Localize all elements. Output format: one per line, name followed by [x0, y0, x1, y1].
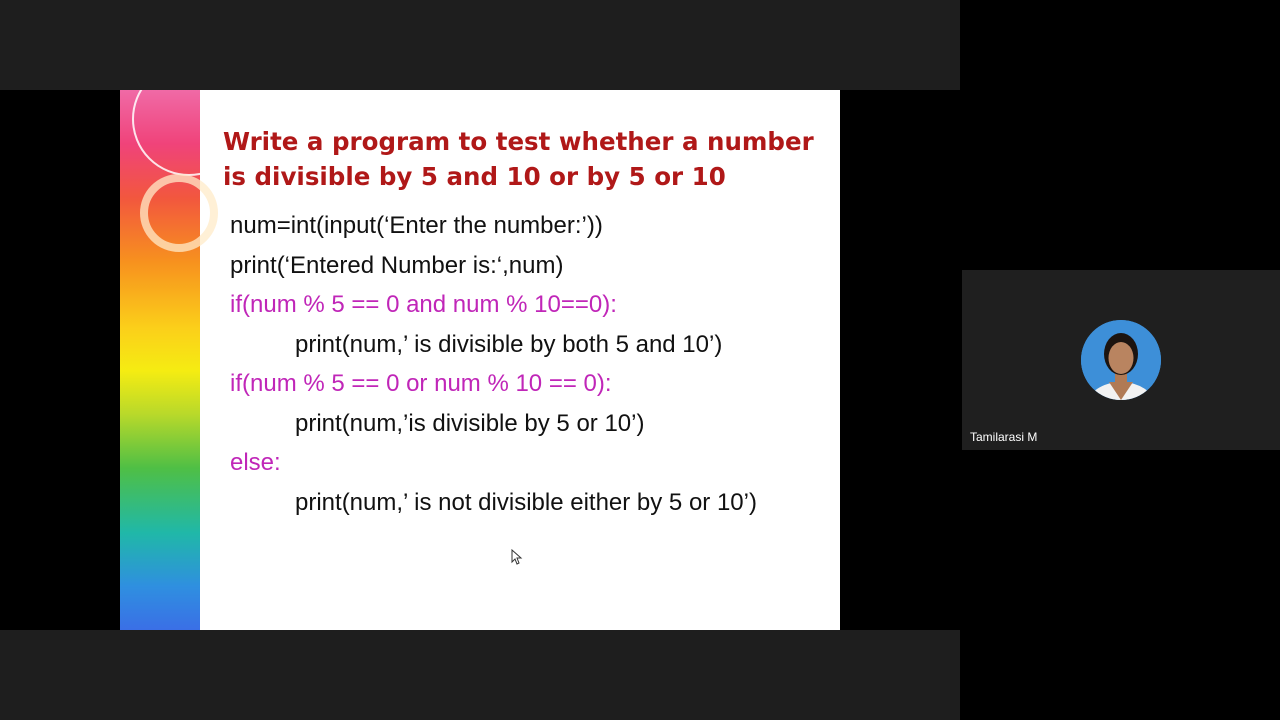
person-photo-icon	[1081, 320, 1161, 400]
top-letterbox	[0, 0, 960, 90]
participant-avatar	[1081, 320, 1161, 400]
code-line: print(‘Entered Number is:‘,num)	[230, 251, 564, 279]
code-line: print(num,’ is divisible by both 5 and 10’)	[295, 330, 723, 358]
presentation-slide	[120, 90, 840, 630]
slide-title: Write a program to test whether a number is divisible by 5 and 10 or by 5 or 10	[223, 127, 814, 191]
code-line: print(num,’ is not divisible either by 5 or 10’)	[295, 488, 757, 516]
code-line: num=int(input(‘Enter the number:’))	[230, 212, 603, 239]
code-line-keyword: if(num % 5 == 0 and num % 10==0):	[230, 291, 617, 318]
participant-video-tile[interactable]	[962, 270, 1280, 450]
code-line: print(num,’is divisible by 5 or 10’)	[295, 409, 645, 437]
rainbow-sidebar-decoration	[120, 90, 200, 630]
mouse-pointer-icon	[511, 549, 523, 565]
participant-name: Tamilarasi M	[970, 430, 1038, 444]
code-block	[230, 206, 830, 522]
code-line-keyword: if(num % 5 == 0 or num % 10 == 0):	[230, 370, 612, 397]
bottom-letterbox	[0, 630, 960, 720]
code-line-keyword: else:	[230, 449, 281, 476]
decorative-circle	[140, 174, 218, 252]
